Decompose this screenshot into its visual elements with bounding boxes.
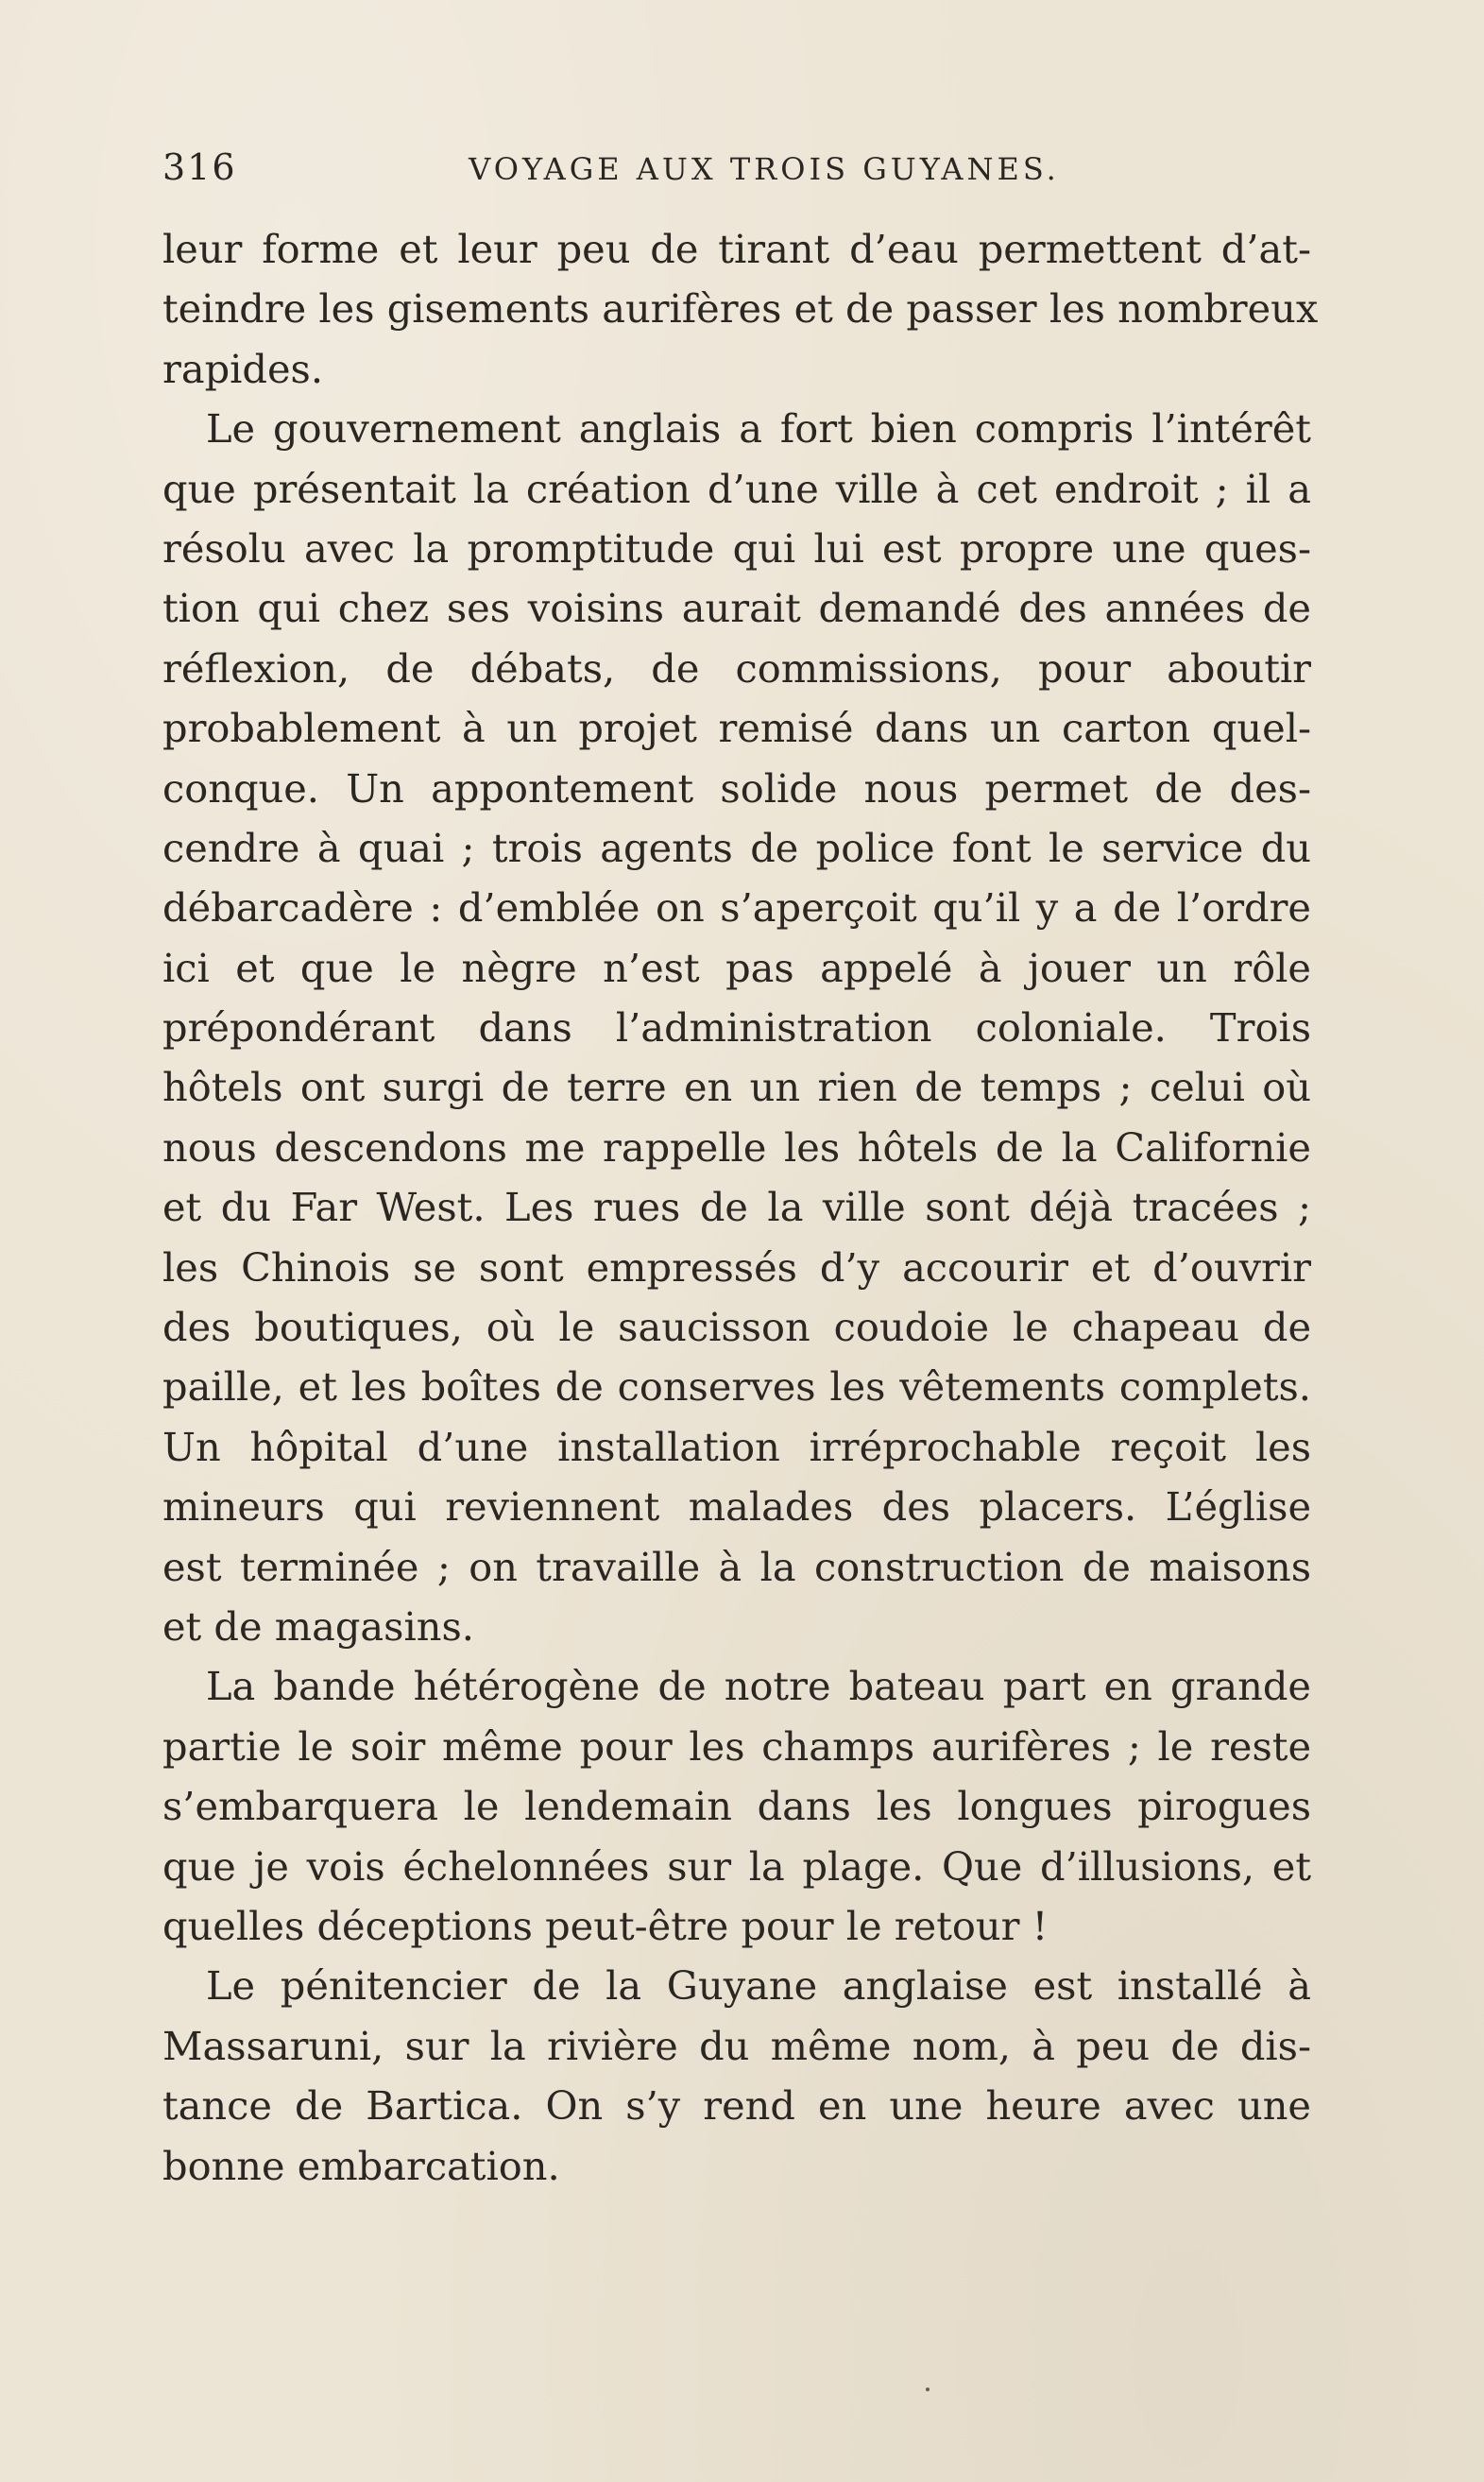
- text-line: leur forme et leur peu de tirant d’eau permettent d’at-: [162, 226, 1311, 272]
- text-line: quelles déceptions peut-être pour le retour !: [162, 1902, 1049, 1949]
- text-line: Le pénitencier de la Guyane anglaise est installé à: [206, 1962, 1311, 2010]
- text-line: réflexion, de débats, de commissions, pour aboutir: [162, 644, 1311, 692]
- text-line: partie le soir même pour les champs aurifères ; le reste: [162, 1722, 1311, 1770]
- body-text: [162, 219, 1319, 2196]
- text-line: cendre à quai ; trois agents de police font le service du: [162, 824, 1311, 871]
- text-line: rapides.: [162, 345, 324, 392]
- text-line: des boutiques, où le saucisson coudoie le chapeau de: [162, 1304, 1311, 1351]
- text-line: est terminée ; on travaille à la construction de maisons: [162, 1543, 1311, 1590]
- text-line: nous descendons me rappelle les hôtels de la Californie: [162, 1123, 1311, 1171]
- page-number: 316: [162, 146, 237, 188]
- text-line: les Chinois se sont empressés d’y accourir et d’ouvrir: [162, 1243, 1311, 1291]
- text-line: et du Far West. Les rues de la ville sont déjà tracées ;: [162, 1184, 1311, 1231]
- text-line: mineurs qui reviennent malades des placers. L’église: [162, 1483, 1311, 1531]
- text-line: La bande hétérogène de notre bateau part en grande: [206, 1663, 1311, 1710]
- text-line: que présentait la création d’une ville à cet endroit ; il a: [162, 465, 1311, 512]
- text-line: paille, et les boîtes de conserves les vêtements complets.: [162, 1363, 1311, 1411]
- text-line: probablement à un projet remisé dans un carton quel-: [162, 705, 1311, 752]
- text-line: ici et que le nègre n’est pas appelé à jouer un rôle: [162, 944, 1311, 991]
- text-line: débarcadère : d’emblée on s’aperçoit qu’il y a de l’ordre: [162, 884, 1311, 932]
- text-line: résolu avec la promptitude qui lui est propre une ques-: [162, 524, 1311, 572]
- text-line: que je vois échelonnées sur la plage. Que d’illusions, et: [162, 1842, 1311, 1890]
- text-line: prépondérant dans l’administration coloniale. Trois: [162, 1004, 1311, 1052]
- text-line: hôtels ont surgi de terre en un rien de temps ; celui où: [162, 1064, 1311, 1111]
- page-header: [162, 146, 1309, 190]
- text-line: Le gouvernement anglais a fort bien compris l’intérêt: [206, 405, 1311, 453]
- text-line: tion qui chez ses voisins aurait demandé des années de: [162, 585, 1311, 632]
- text-line: Massaruni, sur la rivière du même nom, à peu de dis-: [162, 2022, 1311, 2069]
- text-line: conque. Un appontement solide nous permet de des-: [162, 764, 1311, 812]
- text-line: teindre les gisements aurifères et de passer les nombreux: [162, 285, 1319, 333]
- text-line: bonne embarcation.: [162, 2142, 560, 2189]
- running-title: VOYAGE AUX TROIS GUYANES.: [469, 151, 1060, 187]
- text-line: s’embarquera le lendemain dans les longues pirogues: [162, 1783, 1311, 1830]
- text-line: et de magasins.: [162, 1602, 474, 1650]
- paper-speck: [926, 2388, 930, 2391]
- text-line: Un hôpital d’une installation irréprochable reçoit les: [162, 1423, 1311, 1470]
- text-line: tance de Bartica. On s’y rend en une heure avec une: [162, 2082, 1311, 2130]
